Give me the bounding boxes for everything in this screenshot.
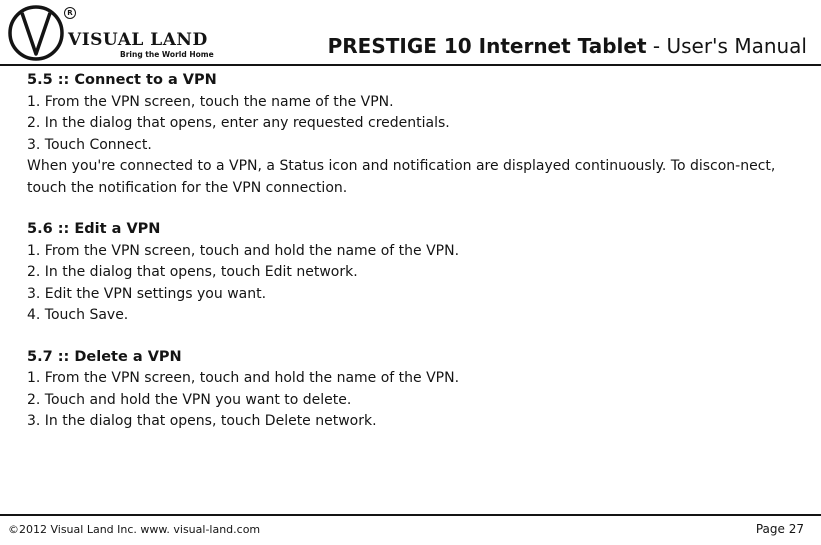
- section-heading: 5.7 :: Delete a VPN: [27, 348, 182, 365]
- page-number: Page 27: [755, 522, 804, 536]
- section-edit-vpn: [27, 219, 812, 327]
- title-separator: -: [646, 34, 667, 58]
- step-item: 2. In the dialog that opens, touch Edit network.: [27, 264, 358, 280]
- visual-land-logo: [6, 4, 216, 62]
- step-item: 3. Edit the VPN settings you want.: [27, 285, 267, 302]
- step-item: 1. From the VPN screen, touch the name of the VPN.: [27, 93, 394, 110]
- section-delete-vpn: [27, 347, 812, 433]
- step-item: 2. Touch and hold the VPN you want to delete.: [27, 391, 352, 408]
- section-connect-vpn: [27, 70, 812, 199]
- footer-copyright: ©2012 Visual Land Inc. www. visual-land.com: [8, 523, 261, 536]
- step-item: 3. Touch Connect.: [27, 136, 152, 153]
- product-name: PRESTIGE 10 Internet Tablet: [327, 34, 647, 58]
- step-item: 2. In the dialog that opens, enter any requested credentials.: [27, 115, 450, 131]
- logo-v-emblem-icon: [6, 4, 68, 62]
- manual-label: User's Manual: [666, 34, 807, 58]
- footer-divider: [0, 514, 821, 516]
- step-item: 3. In the dialog that opens, touch Delete network.: [27, 413, 377, 429]
- step-item: 4. Touch Save.: [27, 307, 129, 323]
- brand-tagline: Bring the World Home: [120, 50, 214, 59]
- section-heading: 5.6 :: Edit a VPN: [27, 221, 161, 237]
- page-content: [27, 70, 812, 453]
- brand-name: VISUAL LAND: [68, 30, 208, 50]
- section-note: When you're connected to a VPN, a Status icon and notification are displayed continuously. To discon-nect, touch the notification for the VPN connection.: [27, 158, 776, 196]
- header-divider: [0, 64, 821, 66]
- step-item: 1. From the VPN screen, touch and hold the name of the VPN.: [27, 242, 460, 259]
- document-title: [328, 34, 807, 58]
- section-heading: 5.5 :: Connect to a VPN: [27, 72, 217, 88]
- step-item: 1. From the VPN screen, touch and hold the name of the VPN.: [27, 370, 460, 386]
- registered-trademark-mark: R: [64, 7, 76, 19]
- page-header: [0, 0, 821, 64]
